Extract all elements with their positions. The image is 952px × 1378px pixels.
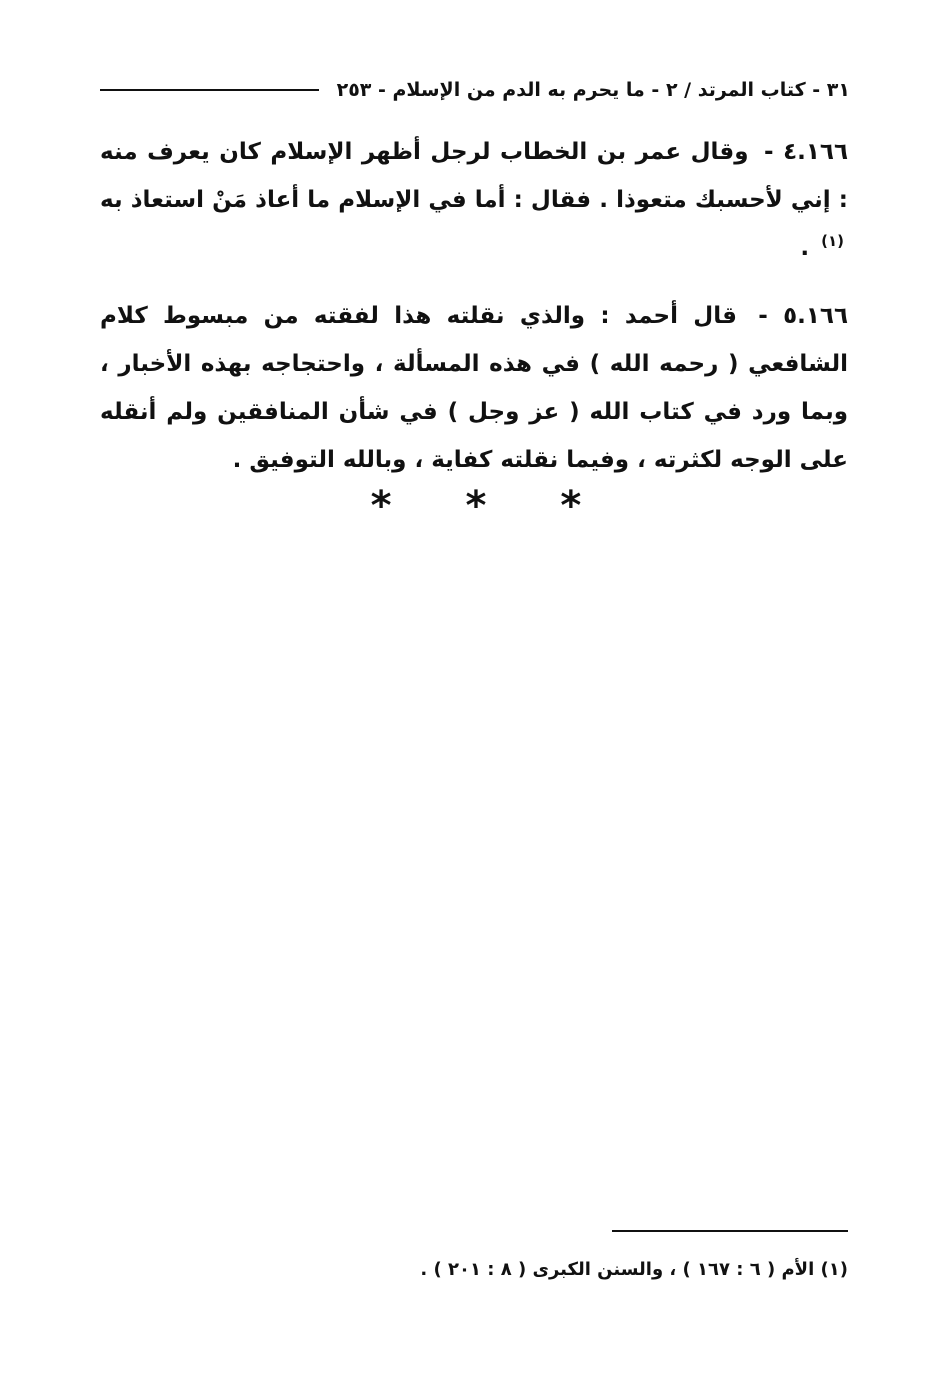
main-text	[100, 128, 848, 504]
paragraph-number: ٥.١٦٦ -	[758, 303, 848, 329]
paragraph-text: وقال عمر بن الخطاب لرجل أظهر الإسلام كان يعرف منه : إني لأحسبك متعوذا . فقال : أما في الإسلام ما أعاذ مَنْ استعاذ به	[100, 139, 848, 213]
separator-star: *	[560, 483, 582, 529]
header-rule	[100, 89, 319, 91]
footnotes	[360, 1255, 848, 1285]
section-separator	[0, 483, 952, 529]
running-title: ٣١ - كتاب المرتد / ٢ - ما يحرم به الدم من الإسلام - ٢٥٣	[336, 79, 850, 101]
paragraph-1	[100, 128, 848, 272]
page-header	[100, 70, 850, 110]
separator-star: *	[370, 483, 392, 529]
paragraph-2	[100, 292, 848, 484]
paragraph-text: قال أحمد : والذي نقلته هذا لفقته من مبسوط كلام الشافعي ( رحمه الله ) في هذه المسألة ، واحتجاجه بهذه الأخبار ، وبما ورد في كتاب الله ( عز وجل ) في شأن المنافقين ولم أنقله على الوجه لكثرته ، وفيما نقلته كفاية ، وبالله التوفيق .	[100, 303, 848, 473]
footnote-reference: (١)	[821, 232, 844, 251]
separator-star: *	[465, 483, 487, 529]
footnote-rule	[612, 1230, 848, 1232]
paragraph-number: ٤.١٦٦ -	[764, 139, 848, 165]
footnote-1: (١) الأم ( ٦ : ١٦٧ ) ، والسنن الكبرى ( ٨ : ٢٠١ ) .	[420, 1259, 848, 1280]
paragraph-tail: .	[800, 235, 810, 261]
